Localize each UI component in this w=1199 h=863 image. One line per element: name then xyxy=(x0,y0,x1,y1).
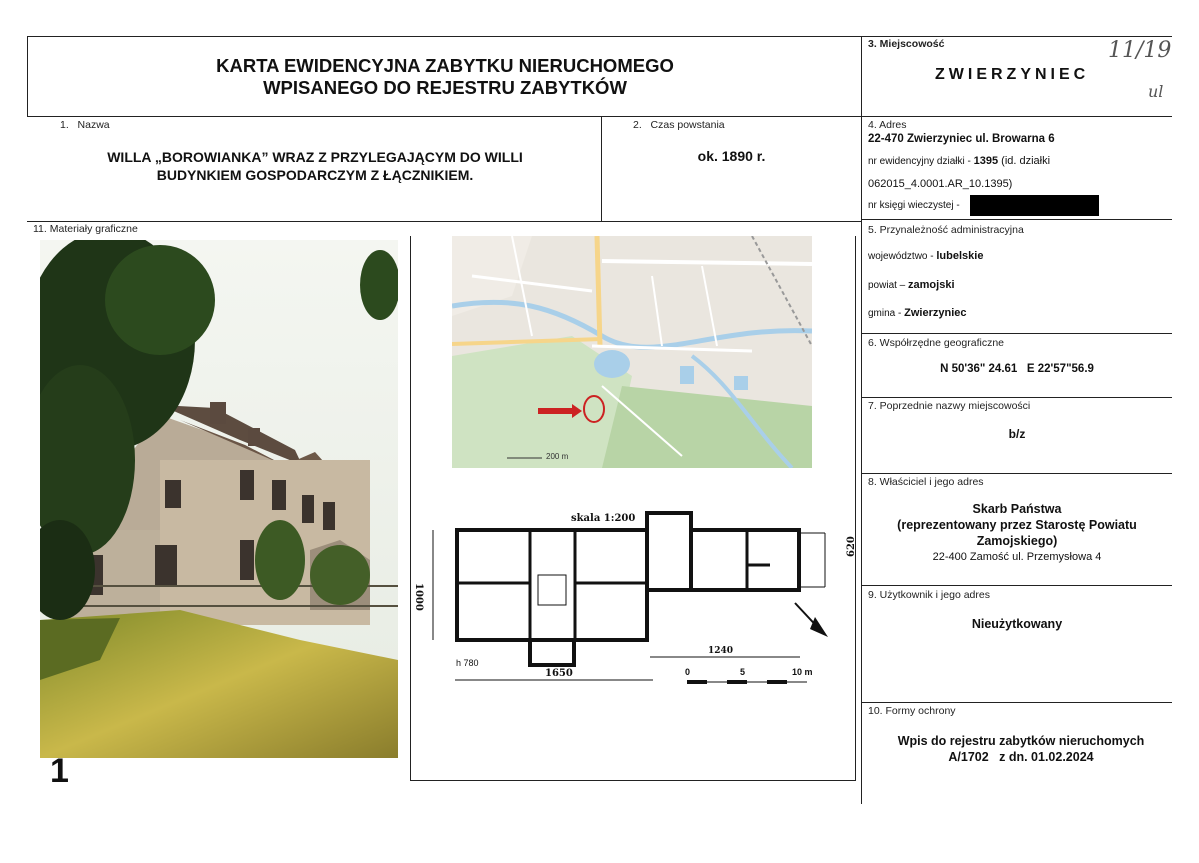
gmina-prefix: gmina - xyxy=(868,308,905,319)
plan-dim-1000: 1000 xyxy=(413,583,424,611)
wlasciciel-line4: 22-400 Zamość ul. Przemysłowa 4 xyxy=(932,551,1102,563)
przynaleznosc-label: 5. Przynależność administracyjna xyxy=(868,224,1024,236)
location-map xyxy=(452,236,812,468)
adres-line2 xyxy=(868,155,1050,167)
wojewodztwo-prefix: województwo - xyxy=(868,251,937,262)
right-row-border xyxy=(861,702,1172,703)
card-title-line1: KARTA EWIDENCYJNA ZABYTKU NIERUCHOMEGO xyxy=(216,55,674,76)
plan-dim-620: 620 xyxy=(846,536,857,557)
poprzednie-label: 7. Poprzednie nazwy miejscowości xyxy=(868,400,1031,412)
nazwa-value-line2: BUDYNKIEM GOSPODARCZYM Z ŁĄCZNIKIEM. xyxy=(156,167,474,183)
uzytkownik-value: Nieużytkowany xyxy=(971,617,1063,631)
plan-scale-10: 10 m xyxy=(792,667,813,677)
adres-line1: 22-470 Zwierzyniec ul. Browarna 6 xyxy=(868,133,1055,145)
adres-dzialka: 1395 xyxy=(973,155,999,167)
wlasciciel-value xyxy=(862,501,1172,565)
formy-value xyxy=(862,733,1180,765)
adres-line2-suffix: (id. działki xyxy=(998,155,1051,167)
powiat-prefix: powiat – xyxy=(868,280,909,291)
czas-number: 2. xyxy=(633,119,642,131)
villa-photo xyxy=(40,240,398,758)
poprzednie-value: b/z xyxy=(1008,427,1026,441)
formy-line2: A/1702 z dn. 01.02.2024 xyxy=(948,750,1094,764)
wlasciciel-line1: Skarb Państwa xyxy=(972,502,1062,516)
materialy-inner-right xyxy=(855,236,856,780)
wspolrzedne-value: N 50'36" 24.61 E 22'57"56.9 xyxy=(940,363,1094,375)
plan-dim-1240: 1240 xyxy=(708,646,734,656)
uzytkownik-label: 9. Użytkownik i jego adres xyxy=(868,589,990,601)
top-border xyxy=(27,36,1172,37)
wlasciciel-line2: (reprezentowany przez Starostę Powiatu xyxy=(897,518,1137,532)
row1-bottom-border xyxy=(27,221,861,222)
gmina-value: Zwierzyniec xyxy=(904,307,967,319)
materialy-inner-left xyxy=(410,236,411,780)
wojewodztwo xyxy=(868,250,983,262)
right-row-border xyxy=(861,333,1172,334)
card-title xyxy=(150,55,740,99)
powiat-value: zamojski xyxy=(908,279,955,291)
gmina xyxy=(868,307,966,319)
wlasciciel-line3: Zamojskiego) xyxy=(976,534,1058,548)
plan-dim-1650: 1650 xyxy=(545,668,573,679)
plan-scale-5: 5 xyxy=(740,667,746,677)
plan-scale-text: skala 1:200 xyxy=(571,513,636,524)
plan-scale-0: 0 xyxy=(685,667,691,677)
miejscowosc-label: 3. Miejscowość xyxy=(868,38,945,50)
nazwa-number: 1. xyxy=(60,119,69,131)
right-row-border xyxy=(861,473,1172,474)
nazwa-value xyxy=(30,148,600,184)
right-row-border xyxy=(861,397,1172,398)
adres-line4: nr księgi wieczystej - xyxy=(868,200,960,211)
right-row-border xyxy=(861,219,1172,220)
adres-line3: 062015_4.0001.AR_10.1395) xyxy=(868,178,1013,190)
main-divider xyxy=(861,36,862,804)
redaction-box xyxy=(970,195,1099,216)
adres-line2-prefix: nr ewidencyjny działki - xyxy=(868,156,974,167)
map-scale-label: 200 m xyxy=(546,452,569,461)
nazwa-label xyxy=(60,119,110,131)
miejscowosc-value: ZWIERZYNIEC xyxy=(935,66,1090,83)
formy-label: 10. Formy ochrony xyxy=(868,705,956,717)
nazwa-label-text: Nazwa xyxy=(77,119,110,131)
wlasciciel-label: 8. Właściciel i jego adres xyxy=(868,476,984,488)
plan-dim-h780: h 780 xyxy=(456,658,479,668)
czas-label xyxy=(633,119,725,131)
wspolrzedne-label: 6. Współrzędne geograficzne xyxy=(868,337,1004,349)
materialy-bottom-border xyxy=(410,780,856,781)
photo-number: 1 xyxy=(50,752,69,790)
right-row-border xyxy=(861,585,1172,586)
nazwa-value-line1: WILLA „BOROWIANKA” WRAZ Z PRZYLEGAJĄCYM DO WILLI xyxy=(107,149,523,165)
floor-plan xyxy=(425,505,845,690)
powiat xyxy=(868,279,955,291)
materialy-label: 11. Materiały graficzne xyxy=(33,223,138,235)
left-border xyxy=(27,36,28,116)
adres-label: 4. Adres xyxy=(868,119,907,131)
card-title-line2: WPISANEGO DO REJESTRU ZABYTKÓW xyxy=(263,77,627,98)
czas-label-text: Czas powstania xyxy=(650,119,725,131)
formy-line1: Wpis do rejestru zabytków nieruchomych xyxy=(897,734,1145,748)
wojewodztwo-value: lubelskie xyxy=(936,250,984,262)
czas-value: ok. 1890 r. xyxy=(697,148,766,164)
header-bottom-border xyxy=(27,116,1172,117)
handwritten-number: 11/19 xyxy=(1108,38,1172,63)
czas-divider xyxy=(601,116,602,221)
handwritten-initials: ul xyxy=(1148,82,1164,101)
